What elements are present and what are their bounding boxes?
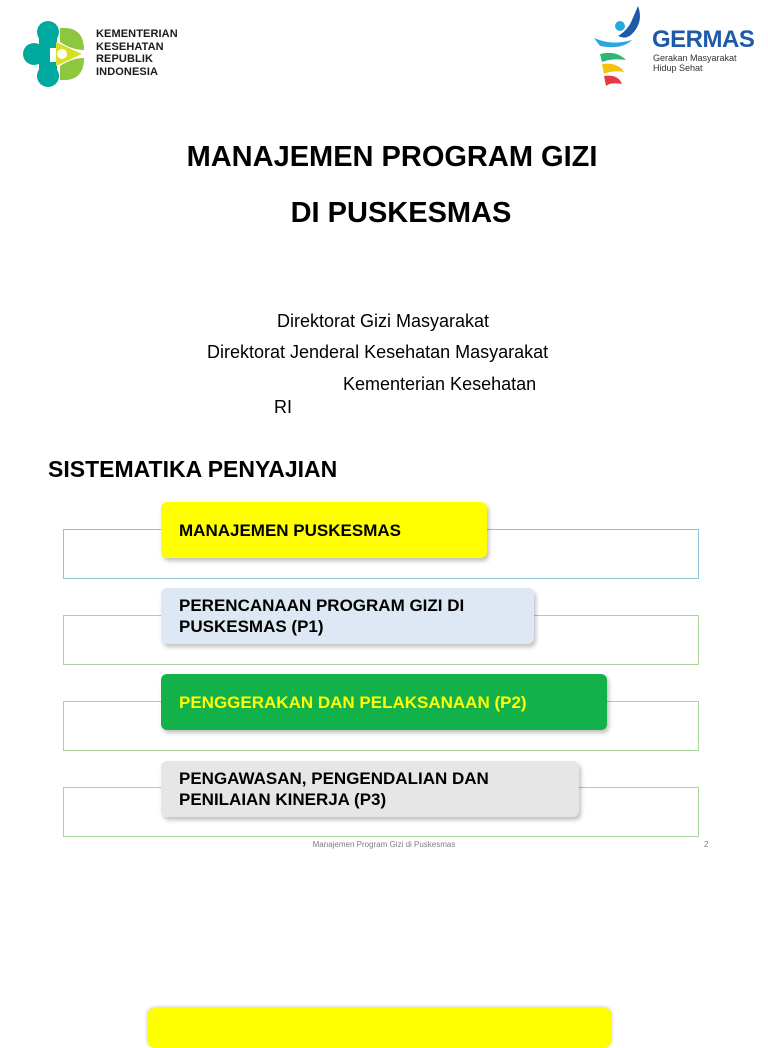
agenda-item-perencanaan: [161, 588, 534, 644]
agenda-item-text: PERENCANAAN PROGRAM GIZI DI: [179, 596, 465, 615]
germas-subtitle-line: Hidup Sehat: [653, 62, 703, 73]
page-number: 2: [704, 840, 709, 849]
germas-logo-icon: [592, 4, 654, 88]
agenda-item-manajemen-puskesmas: [161, 502, 487, 558]
organization-line-1: Direktorat Gizi Masyarakat: [277, 311, 490, 331]
germas-subtitle-line: Gerakan Masyarakat: [653, 53, 737, 63]
germas-logo-title: GERMAS: [652, 26, 755, 53]
agenda-item-text: PENGAWASAN, PENGENDALIAN DAN: [179, 769, 489, 788]
document-title-line-1: MANAJEMEN PROGRAM GIZI: [186, 141, 598, 173]
agenda-item-text: PENGGERAKAN DAN PELAKSANAAN (P2): [179, 692, 527, 712]
agenda-item-pengawasan: [161, 761, 579, 817]
next-slide-highlight-box: [147, 1008, 612, 1048]
kemenkes-logo-text: [96, 28, 178, 78]
document-title-line-2: DI PUSKESMAS: [290, 197, 512, 229]
agenda-item-text: PUSKESMAS (P1): [179, 617, 324, 636]
germas-logo-subtitle: [653, 54, 737, 73]
agenda-item-text: MANAJEMEN PUSKESMAS: [179, 520, 401, 540]
agenda-item-penggerakan: [161, 674, 607, 730]
organization-line-3: Kementerian Kesehatan: [343, 374, 537, 394]
organization-line-2: Direktorat Jenderal Kesehatan Masyarakat: [207, 342, 549, 362]
slide-footer: Manajemen Program Gizi di Puskesmas: [312, 840, 456, 849]
logo-line: REPUBLIK: [96, 53, 154, 65]
logo-line: KEMENTERIAN: [96, 28, 178, 40]
agenda-item-text: PENILAIAN KINERJA (P3): [179, 790, 387, 809]
organization-line-4: RI: [274, 397, 292, 417]
logo-line: INDONESIA: [96, 65, 159, 78]
section-title: SISTEMATIKA PENYAJIAN: [48, 456, 338, 482]
logo-line: KESEHATAN: [96, 40, 164, 53]
